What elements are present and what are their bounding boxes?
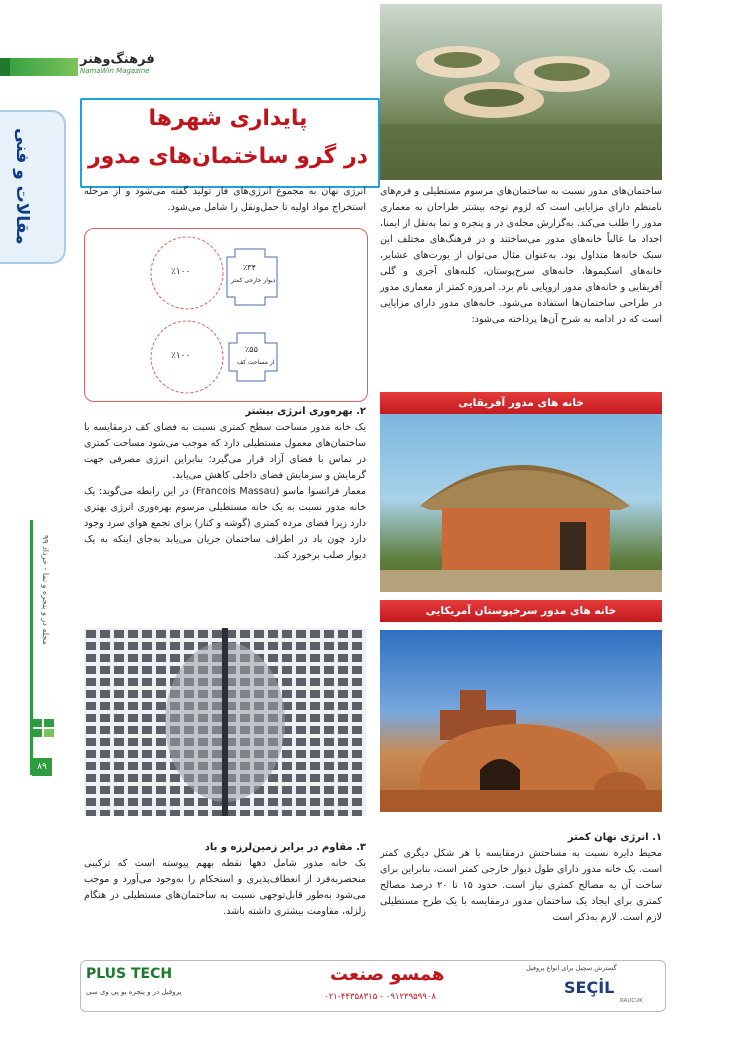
- page-number: ۸۹: [32, 758, 52, 776]
- section-2-heading: ۲. بهره‌وری انرژی بیشتر: [245, 406, 366, 417]
- header-green-bar: [0, 58, 78, 76]
- circular-buildings-photo: [380, 4, 662, 180]
- secil-sub: RAUCUK: [620, 998, 643, 1004]
- article-title: پایداری شهرها: [148, 106, 308, 131]
- intro-paragraph: ساختمان‌های مدور نسبت به ساختمان‌های مرسوم مستطیلی و فرم‌های نامنظم دارای مزایایی است که لزوم توجه بیشتر طراحان به معماری مدور را طلب می‌کند. به‌گزارش مجله‌ی در و پنجره و نما به‌نقل از ایمنا، اجداد ما غالباً خانه‌های مدور می‌ساختند و در فرهنگ‌های مختلف این سبک خانه‌ها متداول بود. به‌عنوان مثال می‌توان از یورت‌های عشایر، خانه‌های اسکیموها، خانه‌های سرخ‌پوستان، کلبه‌های آجری و گلی آفریقایی و خانه‌های مدور اروپایی نام برد. امروزه کمتر از معماری مدور در طراحی ساختمان‌ها استفاده می‌شود. خانه‌های مدور دارای مزایایی است که در ادامه به شرح آن‌ها پرداخته می‌شود:: [380, 186, 662, 325]
- embodied-energy-definition: انرژی نهان به مجموع انرژی‌های فاز تولید گفته می‌شود و از مرحله استخراج مواد اولیه تا حمل‌ونقل را شامل می‌شود.: [84, 186, 366, 213]
- plustech-tagline: پروفیل در و پنجره یو پی وی سی: [86, 988, 182, 996]
- section-2-paragraph-1: یک خانه مدور مساحت سطح کمتری نسبت به فضای کف درمقایسه با ساختمان‌های معمول مستطیلی دارد که موجب می‌شود مساحت کمتری در تماس با فضای آزاد قرار می‌گیرد؛ بنابراین انرژی مصرفی جهت گرمایش و سرمایش فضای داخلی کاهش می‌یابد.: [84, 422, 366, 481]
- section-2: [84, 404, 366, 619]
- section-1: [380, 830, 662, 950]
- section-3-paragraph: یک خانه مدور شامل دهها نقطه بههم پیوسته است که ترکیبی منحصربه‌فرد از انعطاف‌پذیری و استحکام را به‌وجود می‌آورد و موجب می‌شود به‌طور قابل‌توجهی نسبت به ساختمان‌های مستطیلی در هنگام زلزله، مقاومت بیشتری داشته باشد.: [84, 858, 366, 917]
- article-subtitle: در گرو ساختمان‌های مدور: [88, 144, 368, 169]
- caption-native-american-houses: خانه های مدور سرخپوستان آمریکایی: [380, 600, 662, 622]
- shape-comparison-diagram: [84, 228, 368, 402]
- hamsu-ad[interactable]: [276, 962, 476, 1008]
- logo-subtitle: NamaWin Magazine: [80, 67, 150, 75]
- diagram-label-top-shape-note: دیوار خارجی کمتر: [231, 277, 276, 284]
- section-1-heading: ۱. انرژی نهان کمتر: [567, 832, 662, 843]
- issue-caption: مجله در و پنجره و نما - خرداد ۹۹: [41, 535, 50, 645]
- secil-ad[interactable]: [520, 962, 660, 1008]
- african-round-house-photo: [380, 414, 662, 592]
- section-tab-label: مقالات و فنی: [12, 127, 32, 245]
- diagram-label-bottom-shape-note: از مساحت کف: [237, 359, 275, 366]
- diagram-label-top-shape-pct: ٪۳۴: [243, 263, 256, 272]
- hamsu-name: همسو صنعت: [330, 964, 445, 985]
- circular-tower-interior-photo: [84, 628, 366, 816]
- caption-african-houses: خانه های مدور آفریقایی: [380, 392, 662, 414]
- magazine-logo[interactable]: [80, 52, 170, 82]
- secil-tagline: گسترش سچیل برای انواع پروفیل: [526, 964, 617, 972]
- window-icon: [30, 715, 56, 741]
- plustech-ad[interactable]: [86, 962, 236, 1008]
- hamsu-phone: ۰۲۱-۴۴۳۵۸۳۱۵ - ۰۹۱۲۳۹۵۹۹۰۸: [324, 992, 436, 1002]
- logo-text: فرهنگ‌وهنر: [80, 52, 155, 67]
- section-3: [84, 840, 366, 950]
- diagram-label-bottom-shape-pct: ٪۵۵: [245, 345, 258, 354]
- plustech-name: PLUS TECH: [86, 966, 173, 982]
- secil-name: SEÇİL: [564, 978, 615, 997]
- diagram-label-top-circle: ٪۱۰۰: [171, 267, 191, 277]
- section-2-paragraph-2: معمار فرانسوا ماسو (Francois Massau) در این رابطه می‌گوید: یک خانه مدور نسبت به یک خانه مستطیلی مرسوم بهره‌وری انرژی بهتری دارد زیرا فضای مرده کمتری (گوشه و کنار) برای تجمع هوای سرد وجود دارد چون باد در اطراف ساختمان جریان می‌یابد به‌جای اینکه به یک دیوار صلب برخورد کند.: [84, 486, 367, 561]
- section-1-paragraph: محیط دایره نسبت به مساحتش درمقایسه با هر شکل دیگری کمتر است. یک خانه مدور دارای طول دیوار خارجی کمتر است، بنابراین برای ساخت آن به مصالح کمتری نیاز است. حدود ۱۵ تا ۲۰ درصد مصالح کمتری برای ایجاد یک ساختمان مدور درمقایسه با یک طرح مستطیلی لازم است. لازم به‌ذکر است: [380, 848, 662, 923]
- native-american-hogan-photo: [380, 630, 662, 812]
- diagram-label-bottom-circle: ٪۱۰۰: [171, 351, 191, 361]
- section-3-heading: ۳. مقاوم در برابر زمین‌لرزه و باد: [204, 842, 366, 853]
